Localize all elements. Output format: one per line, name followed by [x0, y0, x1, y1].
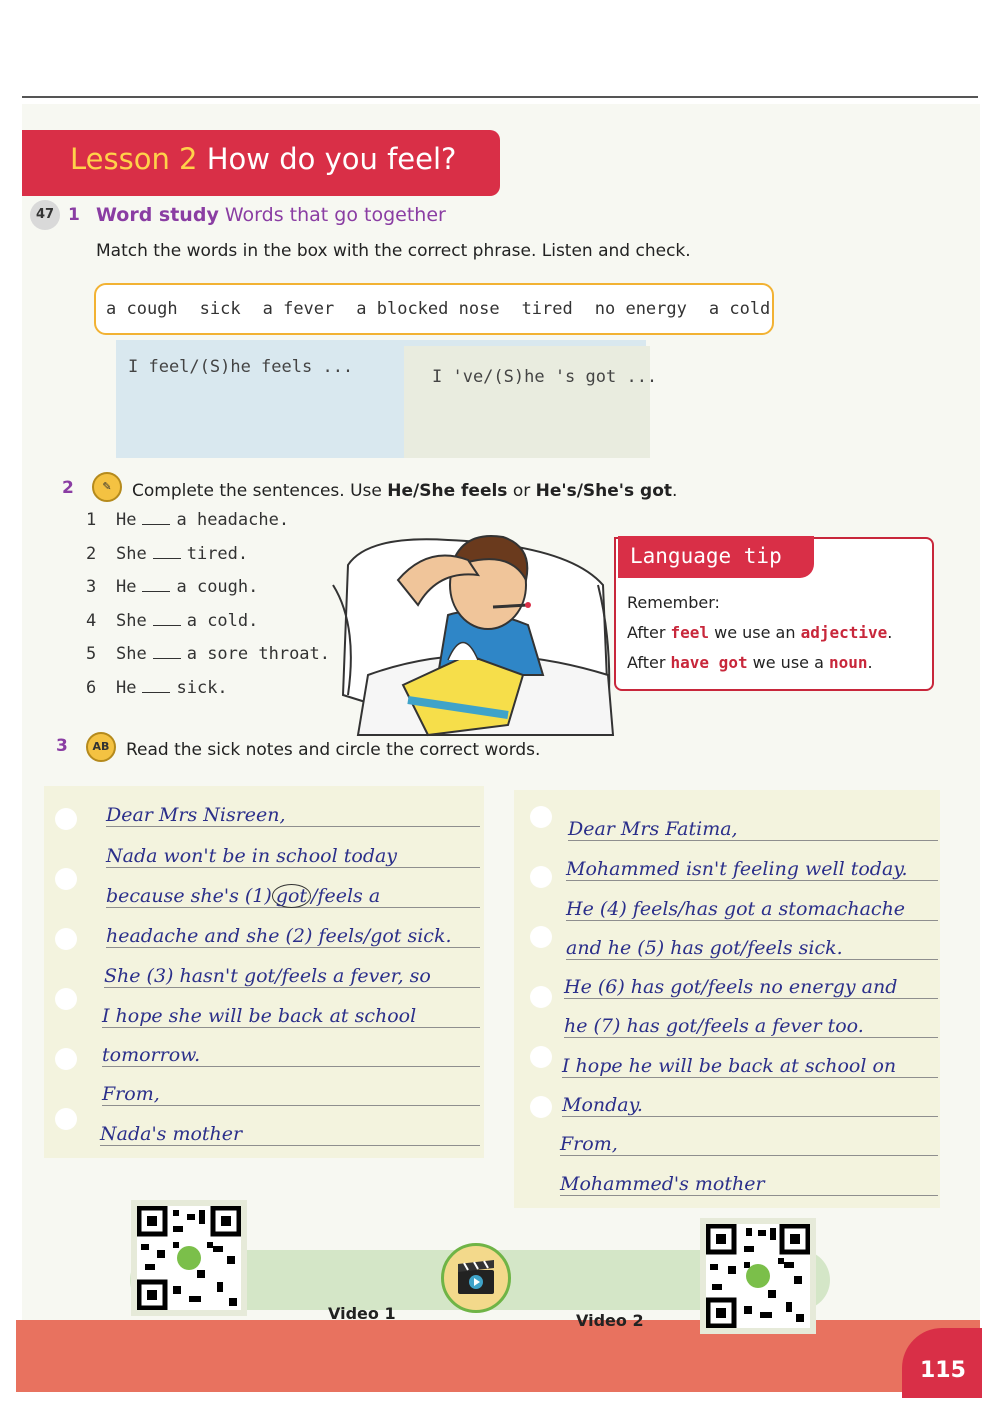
top-rule: [22, 96, 978, 98]
word-item: no energy: [594, 299, 687, 319]
page-number: 115: [902, 1328, 982, 1398]
sentence-subject: She: [116, 543, 147, 564]
note-hole: [530, 1096, 552, 1118]
note-hole: [530, 866, 552, 888]
note-1-line: Nada's mother: [100, 1123, 480, 1146]
instruction-text: or: [507, 481, 536, 501]
exercise-1-number: 1: [68, 205, 80, 225]
lesson-title: How do you feel?: [206, 142, 457, 176]
note-2-line: He (6) has got/feels no energy and: [564, 976, 938, 999]
qr-pattern: [706, 1224, 810, 1328]
qr-code-video-1[interactable]: [131, 1200, 247, 1316]
tip-text: .: [887, 623, 893, 642]
sentence-item: [86, 544, 330, 578]
exercise-1-title-bold: Word study: [96, 204, 219, 226]
video-clapperboard-icon[interactable]: [441, 1243, 511, 1313]
exercise-3-instruction: Read the sick notes and circle the correct words.: [126, 740, 541, 760]
word-item: a fever: [262, 299, 335, 319]
sentence-list: [86, 510, 330, 711]
instruction-bold: He/She feels: [387, 481, 508, 501]
sentence-subject: He: [116, 677, 137, 698]
note-2-line: Dear Mrs Fatima,: [568, 818, 938, 841]
tip-keyword: adjective: [800, 623, 888, 642]
note-2-line: and he (5) has got/feels sick.: [566, 937, 938, 960]
answer-blank[interactable]: [142, 591, 170, 592]
notebook-icon: ✎: [92, 472, 122, 502]
note-2-line: Monday.: [562, 1094, 938, 1117]
note-1-line: Dear Mrs Nisreen,: [106, 804, 480, 827]
exercise-1-title-rest: Words that go together: [224, 204, 446, 226]
exercise-2-number: 2: [62, 478, 74, 498]
instruction-text: Complete the sentences. Use: [132, 481, 388, 501]
instruction-text: .: [672, 481, 678, 501]
tip-line: [627, 653, 873, 672]
sentence-number: 1: [86, 510, 97, 530]
bottom-band: [16, 1320, 980, 1392]
tip-keyword: feel: [670, 623, 710, 642]
qr-pattern: [137, 1206, 241, 1310]
note-2-line: From,: [560, 1133, 938, 1156]
video-2-label[interactable]: Video 2: [576, 1311, 644, 1330]
language-tip-title: Language tip: [618, 536, 814, 578]
sentence-number: 2: [86, 543, 97, 564]
sentence-rest: a cold.: [186, 610, 259, 631]
note-hole: [530, 806, 552, 828]
tip-keyword: noun: [828, 653, 868, 672]
tip-text: After: [627, 623, 671, 642]
note-hole: [530, 926, 552, 948]
note-hole: [530, 986, 552, 1008]
sick-boy-illustration: [328, 525, 618, 740]
note-hole: [55, 808, 77, 830]
sentence-number: 6: [86, 677, 97, 698]
qr-code-video-2[interactable]: [700, 1218, 816, 1334]
note-2-line: Mohammed's mother: [560, 1173, 938, 1196]
note-hole: [55, 1048, 77, 1070]
answer-blank[interactable]: [153, 558, 181, 559]
instruction-bold: He's/She's got: [535, 481, 673, 501]
sentence-rest: tired.: [186, 543, 249, 564]
sentence-number: 3: [86, 577, 97, 597]
tip-text: we use an: [709, 623, 801, 642]
sentence-rest: a cough.: [176, 577, 259, 597]
exercise-2-instruction: [132, 481, 677, 501]
video-1-label[interactable]: Video 1: [328, 1304, 396, 1323]
tip-keyword: have got: [670, 653, 748, 672]
got-column-area: [404, 346, 650, 458]
note-1-line: She (3) hasn't got/feels a fever, so: [104, 965, 480, 988]
note-1-line: From,: [102, 1083, 480, 1106]
sentence-rest: sick.: [176, 677, 228, 698]
note-hole: [55, 1108, 77, 1130]
sentence-subject: She: [116, 644, 147, 664]
exercise-3-number: 3: [56, 736, 68, 756]
answer-blank[interactable]: [153, 658, 181, 659]
note-1-line: Nada won't be in school today: [106, 845, 480, 868]
word-item: sick: [199, 299, 241, 319]
note-2-line: Mohammed isn't feeling well today.: [566, 858, 938, 881]
audio-track-badge[interactable]: 47: [30, 200, 60, 230]
note-1-line: [106, 885, 480, 908]
note-hole: [55, 928, 77, 950]
sentence-number: 4: [86, 610, 97, 631]
sentence-number: 5: [86, 644, 97, 664]
activity-book-icon: AB: [86, 732, 116, 762]
lesson-banner: [22, 130, 500, 196]
sentence-item: [86, 644, 330, 678]
note-text: because she's (1): [106, 885, 272, 907]
feel-column-heading: I feel/(S)he feels ...: [128, 357, 354, 377]
sentence-rest: a headache.: [176, 510, 290, 530]
sentence-item: [86, 577, 330, 611]
note-1-line: I hope she will be back at school: [102, 1005, 480, 1028]
note-2-line: He (4) feels/has got a stomachache: [566, 898, 938, 921]
sentence-subject: He: [116, 577, 137, 597]
answer-blank[interactable]: [153, 625, 181, 626]
tip-text: .: [867, 653, 873, 672]
got-column-heading: I 've/(S)he 's got ...: [432, 367, 658, 387]
word-item: a blocked nose: [356, 299, 500, 319]
sentence-item: [86, 611, 330, 645]
tip-line: Remember:: [627, 593, 720, 612]
sentence-subject: She: [116, 610, 147, 631]
word-item: a cough: [106, 299, 178, 319]
tip-text: After: [627, 653, 671, 672]
note-2-line: he (7) has got/feels a fever too.: [564, 1015, 938, 1038]
sentence-subject: He: [116, 510, 137, 530]
word-item: tired: [521, 299, 573, 319]
note-1-line: headache and she (2) feels/got sick.: [106, 925, 480, 948]
word-box: [94, 283, 774, 335]
word-item: a cold: [708, 299, 771, 319]
note-hole: [55, 988, 77, 1010]
tip-line: [627, 623, 892, 642]
exercise-1-title: [96, 204, 446, 226]
tip-text: we use a: [747, 653, 829, 672]
answer-blank[interactable]: [142, 692, 170, 693]
note-hole: [530, 1046, 552, 1068]
sentence-item: [86, 678, 330, 712]
circled-answer[interactable]: got: [272, 884, 311, 908]
sentence-rest: a sore throat.: [186, 644, 331, 664]
note-hole: [55, 868, 77, 890]
exercise-1-instruction: Match the words in the box with the correct phrase. Listen and check.: [96, 241, 691, 261]
sentence-item: [86, 510, 330, 544]
note-text: /feels a: [311, 885, 381, 907]
note-1-line: tomorrow.: [102, 1044, 480, 1067]
clapperboard-svg: [444, 1246, 508, 1310]
note-2-line: I hope he will be back at school on: [562, 1055, 938, 1078]
answer-blank[interactable]: [142, 524, 170, 525]
lesson-number: Lesson 2: [70, 142, 198, 176]
